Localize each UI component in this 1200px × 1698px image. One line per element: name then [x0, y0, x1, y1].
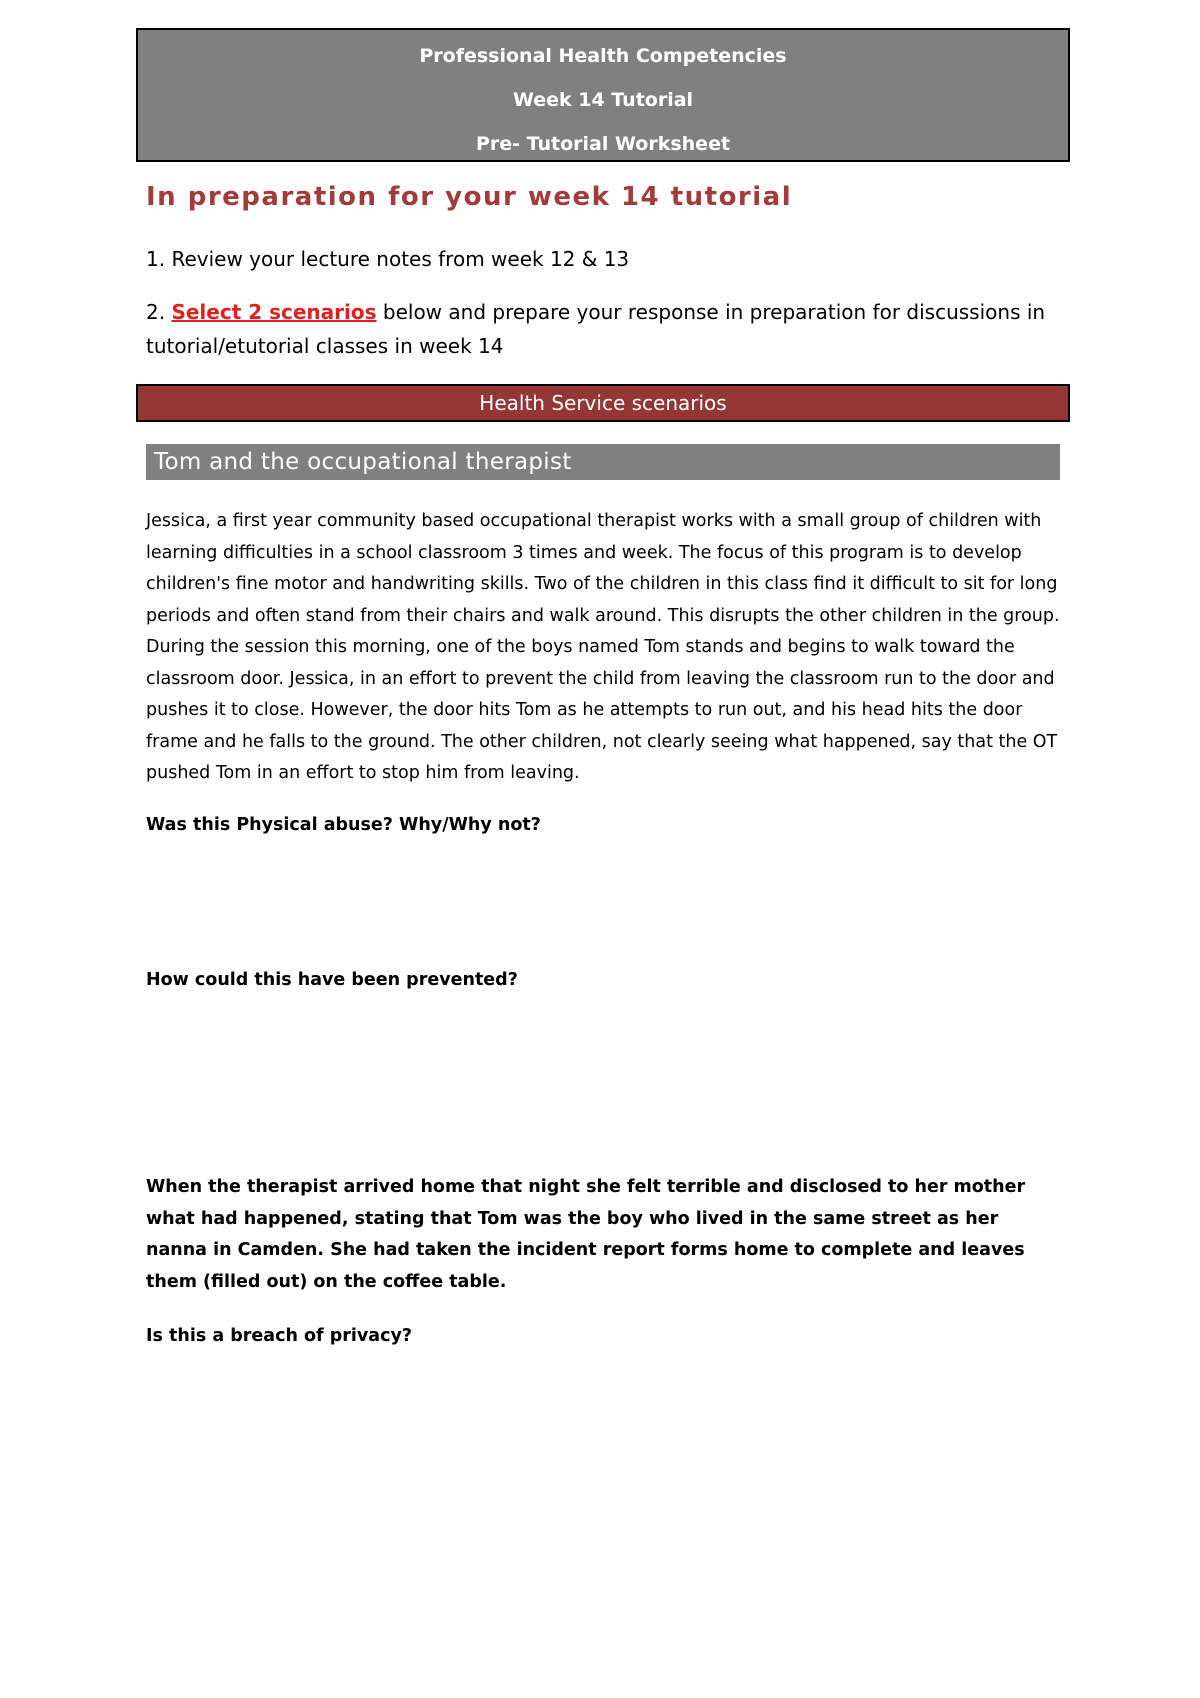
- question-physical-abuse: Was this Physical abuse? Why/Why not?: [146, 815, 541, 835]
- scenario-description: Jessica, a first year community based occupational therapist works with a small group of children with learning difficulties in a school classroom 3 times and week. The focus of this program is to develop children's fine motor and handwriting skills. Two of the children in this class find it difficult to sit for long periods and often stand from their chairs and walk around. This disrupts the other children in the group. During the session this morning, one of the boys named Tom stands and begins to walk toward the classroom door. Jessica, in an effort to prevent the child from leaving the classroom run to the door and pushes it to close. However, the door hits Tom as he attempts to run out, and his head hits the door frame and he falls to the ground. The other children, not clearly seeing what happened, say that the OT pushed Tom in an effort to stop him from leaving.: [146, 511, 1060, 783]
- question-prevention: How could this have been prevented?: [146, 970, 518, 990]
- select-scenarios-link[interactable]: Select 2 scenarios: [171, 300, 377, 324]
- worksheet-title: Pre- Tutorial Worksheet: [475, 133, 731, 155]
- instruction-step-2: [146, 295, 1046, 363]
- intro-heading: In preparation for your week 14 tutorial: [146, 182, 793, 212]
- followup-scenario: When the therapist arrived home that night she felt terrible and disclosed to her mother what had happened, stating that Tom was the boy who lived in the same street as her nanna in Camden. She had taken the incident report forms home to complete and leaves them (filled out) on the coffee table.: [146, 1177, 1026, 1292]
- worksheet-header: [136, 28, 1070, 162]
- instruction-step-1: 1. Review your lecture notes from week 12 & 13: [146, 247, 630, 271]
- scenario-title: Tom and the occupational therapist: [146, 444, 1060, 480]
- question-privacy-breach: Is this a breach of privacy?: [146, 1326, 413, 1346]
- course-title: Professional Health Competencies: [419, 45, 787, 67]
- step-2-text: below and prepare your response in preparation for discussions in tutorial/etutorial classes in week 14: [146, 300, 1046, 358]
- week-title: Week 14 Tutorial: [512, 89, 694, 111]
- step-2-number: 2.: [146, 300, 172, 324]
- section-banner: Health Service scenarios: [136, 384, 1070, 422]
